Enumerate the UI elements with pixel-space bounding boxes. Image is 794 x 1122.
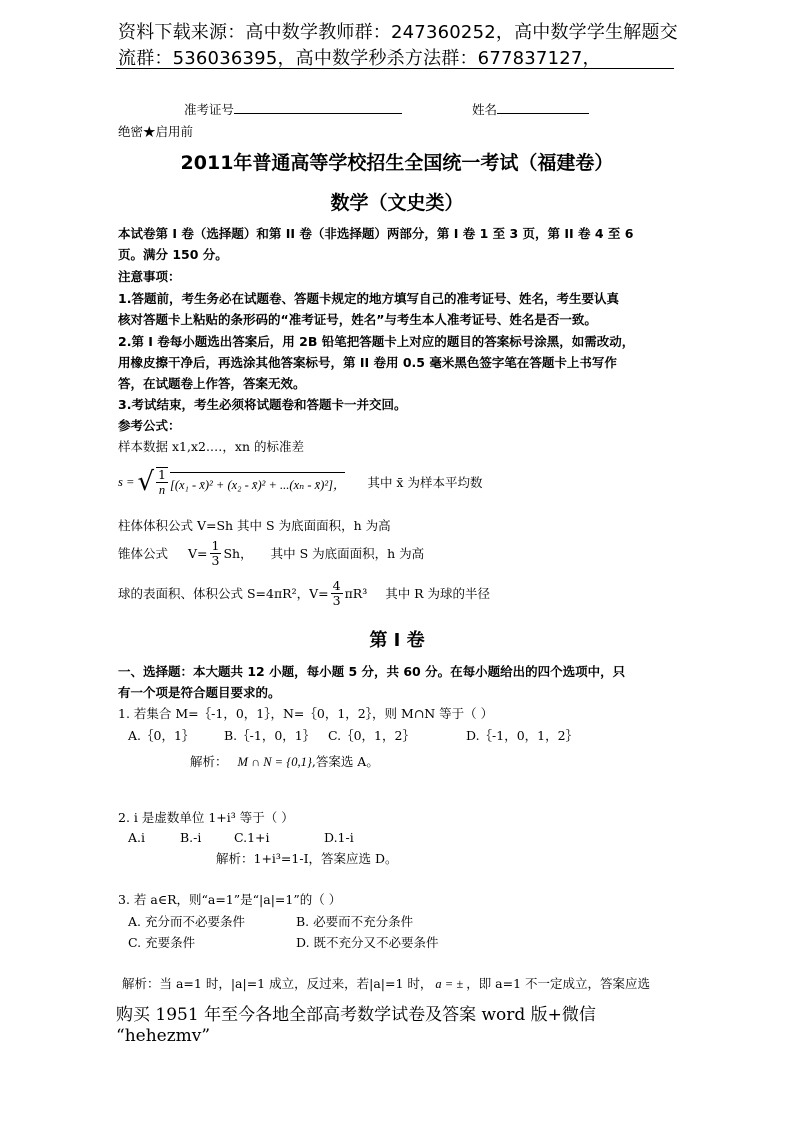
q2-option-c: C.1+i (234, 830, 270, 845)
candidate-id-blank (234, 113, 402, 114)
q2-analysis: 解析：1+i³=1-I，答案应选 D。 (216, 851, 398, 866)
formula-sample-text: 样本数据 x1,x2.…，xn 的标准差 (118, 439, 304, 454)
cone-fraction (210, 539, 222, 568)
question-1-stem: 1. 若集合 M=｛-1，0，1｝，N=｛0，1，2｝，则 M∩N 等于（ ） (118, 706, 494, 721)
note-2b: 用橡皮擦干净后，再选涂其他答案标号，第 II 卷用 0.5 毫米黑色签字笔在答题卡上书写作 (118, 355, 617, 370)
q3-option-b: B. 必要而不充分条件 (296, 914, 414, 929)
candidate-name-field (472, 100, 589, 118)
q3-option-d: D. 既不充分又不必要条件 (296, 935, 439, 950)
header-line-1: 资料下载来源：高中数学教师群：247360252，高中数学学生解题交 (118, 22, 678, 43)
q1-option-a: A.｛0，1｝ (128, 728, 195, 743)
q3-analysis-tail: ，即 a=1 不一定成立，答案应选 (466, 976, 651, 991)
std-fraction (156, 467, 168, 497)
sphere-den: 3 (332, 592, 341, 608)
q2-option-d: D.1-i (324, 830, 354, 845)
q3-analysis (122, 974, 650, 992)
note-3: 3.考试结束，考生必须将试题卷和答题卡一并交回。 (118, 397, 407, 412)
q1-option-c: C.｛0，1，2｝ (328, 728, 415, 743)
q3-analysis-head: 解析：当 a=1 时，|a|=1 成立，反过来，若|a|=1 时， (122, 976, 433, 991)
sphere-label: 球的表面积、体积公式 S=4πR²，V= (118, 586, 329, 601)
sphere-num: 4 (332, 577, 341, 593)
note-1b: 核对答题卡上粘贴的条形码的“准考证号，姓名”与考生本人准考证号、姓名是否一致。 (118, 312, 597, 327)
q1-option-d: D.｛-1，0，1，2｝ (466, 728, 579, 743)
q1-analysis (190, 752, 379, 770)
footer-line-1: 购买 1951 年至今各地全部高考数学试卷及答案 word 版+微信 (116, 1005, 596, 1025)
formula-sphere (118, 576, 490, 610)
header-line-2: 流群：536036395，高中数学秒杀方法群：677837127， (118, 48, 601, 69)
std-note: 其中 x̄ 为样本平均数 (367, 475, 483, 490)
q1-option-b: B.｛-1，0，1｝ (224, 728, 316, 743)
secret-label: 绝密★启用前 (118, 124, 194, 139)
footer-line-2: “hehezmv” (116, 1026, 211, 1046)
candidate-name-label: 姓名 (472, 102, 498, 117)
formula-std-dev (118, 462, 482, 502)
q1-analysis-tail: ,答案选 A。 (311, 754, 379, 769)
page-subtitle: 数学（文史类） (330, 192, 464, 214)
cone-label: 锥体公式 (118, 546, 169, 561)
intro-line-1: 本试卷第 I 卷（选择题）和第 II 卷（非选择题）两部分，第 I 卷 1 至 3 页，第 II 卷 4 至 6 (118, 226, 634, 241)
cone-den: 3 (211, 552, 220, 568)
candidate-name-blank (497, 113, 589, 114)
question-2-stem: 2. i 是虚数单位 1+i³ 等于（ ） (118, 810, 294, 825)
notes-heading: 注意事项： (118, 269, 181, 284)
section-line-2: 有一个项是符合题目要求的。 (118, 685, 281, 700)
cone-note: 其中 S 为底面面积，h 为高 (270, 546, 425, 561)
q1-analysis-label: 解析： (190, 754, 228, 769)
sqrt-symbol: √ (137, 467, 155, 497)
cone-num: 1 (211, 537, 220, 553)
note-1a: 1.答题前，考生务必在试题卷、答题卡规定的地方填写自己的准考证号、姓名，考生要认真 (118, 291, 619, 306)
q3-option-a: A. 充分而不必要条件 (128, 914, 245, 929)
note-2c: 答，在试题卷上作答，答案无效。 (118, 376, 306, 391)
q3-analysis-math: a = ± (435, 977, 464, 991)
q2-option-a: A.i (128, 830, 145, 845)
cone-v: V= (188, 545, 208, 561)
candidate-id-label: 准考证号 (184, 102, 235, 117)
section-line-1: 一、选择题：本大题共 12 小题，每小题 5 分，共 60 分。在每小题给出的四个选项中，只 (118, 664, 626, 679)
sphere-note: 其中 R 为球的半径 (385, 586, 491, 601)
std-frac-num: 1 (158, 467, 166, 482)
q3-option-c: C. 充要条件 (128, 935, 196, 950)
header-divider (116, 68, 674, 69)
sphere-fraction (331, 579, 343, 608)
intro-line-2: 页。满分 150 分。 (118, 247, 228, 262)
part1-title: 第 I 卷 (369, 630, 425, 651)
candidate-id-field (184, 100, 402, 118)
sphere-tail: πR³ (344, 585, 368, 601)
cone-tail: Sh， (223, 546, 253, 561)
std-lhs: s = (118, 474, 135, 489)
note-2a: 2.第 I 卷每小题选出答案后，用 2B 铅笔把答题卡上对应的题目的答案标号涂黑，如需改动， (118, 334, 635, 349)
std-frac-den: n (158, 483, 166, 497)
formula-cone (118, 536, 424, 570)
question-3-stem: 3. 若 a∈R，则“a=1”是“|a|=1”的（ ） (118, 892, 342, 907)
formula-prism: 柱体体积公式 V=Sh 其中 S 为底面面积，h 为高 (118, 518, 391, 533)
q2-option-b: B.-i (180, 830, 202, 845)
formulas-heading: 参考公式： (118, 418, 181, 433)
page-title: 2011年普通高等学校招生全国统一考试（福建卷） (180, 152, 614, 174)
std-body: [(x₁ - x̄)² + (x₂ - x̄)² + ...(xₙ - x̄)²]， (170, 472, 345, 493)
q1-analysis-math: M ∩ N = {0,1} (237, 755, 312, 769)
